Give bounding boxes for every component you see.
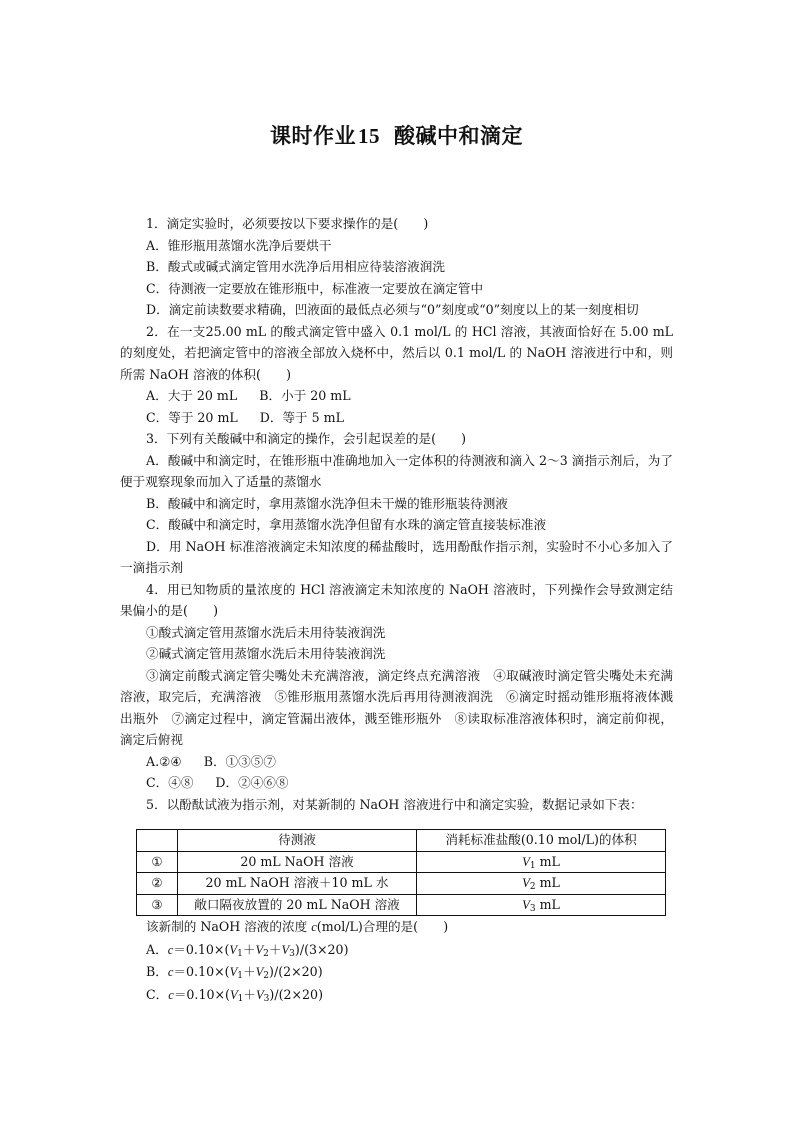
option-var: c — [167, 942, 174, 957]
volume-sub: 1 — [529, 860, 536, 871]
follow-up-question — [120, 916, 673, 939]
option-c: C．酸碱中和滴定时，拿用蒸馏水洗净但留有水珠的滴定管直接装标准液 — [146, 517, 547, 532]
option-d: D．用 NaOH 标准溶液滴定未知浓度的稀盐酸时，选用酚酞作指示剂，实验时不小心多加入了一滴指示剂 — [120, 538, 673, 575]
option-c: C．等于 20 mL — [146, 409, 238, 425]
sample-cell: 20 mL NaOH 溶液 — [178, 851, 417, 873]
option-var: c — [168, 987, 174, 1002]
volume-sub: 3 — [529, 903, 536, 914]
option-label: B． — [146, 964, 168, 979]
option-a: A．大于 20 mL — [146, 388, 238, 403]
v-term: V — [255, 942, 264, 957]
v-term: V — [255, 965, 264, 979]
question-4 — [120, 579, 673, 794]
row-number: ③ — [137, 894, 178, 916]
option-c: C．$c=0.10\times(V_1+V_3)/(2\times 20)$ — [146, 986, 323, 1004]
expr-post: )/(2×20) — [269, 986, 323, 1002]
expr-pre: ＝0.10×( — [173, 964, 230, 979]
option-a: A．$c=0.10\times(V_1+V_2+V_3)/(3\times 20)$ — [146, 941, 349, 959]
volume-var: V — [522, 854, 530, 869]
option-label: C． — [146, 986, 169, 1002]
volume-unit: mL — [535, 875, 560, 891]
question-stem: 5．以酚酞试液为指示剂，对某新制的 NaOH 溶液进行中和滴定实验，数据记录如下表： — [146, 796, 643, 812]
sample-cell: 敞口隔夜放置的 20 mL NaOH 溶液 — [178, 894, 417, 916]
option-b: B．①③⑤⑦ — [203, 753, 276, 769]
sample-cell: 20 mL NaOH 溶液＋10 mL 水 — [178, 873, 417, 895]
v-term: V — [229, 965, 238, 979]
volume-cell — [417, 851, 666, 873]
option-b: B．酸碱中和滴定时，拿用蒸馏水洗净但未干燥的锥形瓶装待测液 — [146, 495, 508, 511]
option-d: D．滴定前读数要求精确，凹液面的最低点必须与“0”刻度或“0”刻度以上的某一刻度相切 — [146, 302, 639, 317]
statement-item: ②碱式滴定管用蒸馏水洗后未用待装液润洗 — [146, 646, 386, 661]
row-number: ① — [137, 851, 178, 873]
expr-pre: ＝0.10×( — [173, 941, 230, 957]
volume-var: V — [522, 897, 530, 912]
option-var: c — [167, 965, 174, 979]
volume-cell — [417, 894, 666, 916]
expr-pre: ＝0.10×( — [173, 986, 230, 1002]
worksheet-body — [120, 213, 673, 1006]
follow-var: c — [311, 920, 317, 934]
volume-unit: mL — [535, 896, 560, 912]
option-row — [120, 407, 673, 429]
v-sub: 3 — [289, 948, 295, 959]
v-sub: 1 — [237, 993, 244, 1004]
question-stem: 1．滴定实验时，必须要按以下要求操作的是( ) — [146, 216, 429, 231]
title-text: 课时作业 — [270, 124, 356, 148]
table-header: 消耗标准盐酸(0.10 mol/L)的体积 — [417, 830, 666, 852]
follow-post: (mol/L)合理的是( ) — [316, 919, 449, 934]
row-number: ② — [137, 873, 178, 895]
question-stem: 4．用已知物质的量浓度的 HCl 溶液滴定未知浓度的 NaOH 溶液时，下列操作会导致测定结果偏小的是( ) — [120, 581, 673, 618]
volume-sub: 2 — [529, 882, 536, 893]
question-stem: 3．下列有关酸碱中和滴定的操作，会引起误差的是( ) — [146, 431, 467, 446]
table-row — [137, 894, 666, 916]
option-a: A．锥形瓶用蒸馏水洗净后要烘干 — [146, 237, 332, 253]
option-row — [120, 385, 673, 407]
option-b: B．$c=0.10\times(V_1+V_2)/(2\times 20)$ — [146, 964, 323, 981]
table-header-row — [137, 830, 666, 852]
v-sub: 2 — [263, 948, 269, 959]
v-term: V — [229, 987, 238, 1002]
option-d: D．等于 5 mL — [259, 409, 344, 425]
question-3 — [120, 428, 673, 579]
option-a: A.②④ — [146, 753, 182, 769]
v-sub: 3 — [263, 993, 270, 1004]
data-table — [136, 829, 666, 916]
option-b: B．酸式或碱式滴定管用水洗净后用相应待装溶液润洗 — [146, 259, 445, 274]
option-b: B．小于 20 mL — [259, 388, 351, 403]
follow-pre: 该新制的 NaOH 溶液的浓度 — [146, 919, 312, 934]
table-row — [137, 873, 666, 895]
option-c: C．待测液一定要放在锥形瓶中，标准液一定要放在滴定管中 — [146, 280, 484, 296]
option-row — [120, 772, 673, 794]
question-stem: 2．在一支25.00 mL 的酸式滴定管中盛入 0.1 mol/L 的 HCl 溶液，其液面恰好在 5.00 mL 的刻度处，若把滴定管中的溶液全部放入烧杯中，然后以 0.1 mol/L 的 NaOH 溶液进行中和，则所需 NaOH 溶液的体积( ) — [120, 323, 673, 382]
statement-item: ③滴定前酸式滴定管尖嘴处未充满溶液，滴定终点充满溶液 ④取碱液时滴定管尖嘴处未充满溶液，取完后，充满溶液 ⑤锥形瓶用蒸馏水洗后再用待测液润洗 ⑥滴定时摇动锥形瓶将液体溅出瓶外 ⑦滴定过程中，滴定管漏出液体，溅至锥形瓶外 ⑧读取标准溶液体积时，滴定前仰视，滴定后俯视 — [120, 667, 673, 747]
page-title — [0, 120, 793, 150]
expr-post: )/(3×20) — [294, 941, 349, 957]
table-header — [137, 830, 178, 852]
question-5 — [120, 794, 673, 1007]
title-number: 15 — [358, 124, 380, 148]
question-2 — [120, 321, 673, 429]
v-term: V — [281, 942, 290, 957]
v-sub: 2 — [263, 971, 270, 981]
table-header: 待测液 — [178, 830, 417, 852]
volume-unit: mL — [535, 853, 560, 869]
statement-item: ①酸式滴定管用蒸馏水洗后未用待装液润洗 — [146, 624, 386, 640]
title-subtitle: 酸碱中和滴定 — [394, 124, 523, 148]
option-label: A． — [146, 941, 168, 957]
option-c: C．④⑧ — [146, 775, 194, 790]
table-row — [137, 851, 666, 873]
v-term: V — [229, 942, 238, 957]
v-sub: 1 — [237, 948, 243, 959]
v-sub: 1 — [237, 971, 243, 981]
expr-post: )/(2×20) — [269, 964, 323, 979]
option-d: D．②④⑥⑧ — [215, 775, 289, 790]
v-term: V — [255, 987, 264, 1002]
option-a: A．酸碱中和滴定时，在锥形瓶中准确地加入一定体积的待测液和滴入 2～3 滴指示剂后，为了便于观察现象而加入了适量的蒸馏水 — [120, 452, 673, 489]
option-row — [120, 751, 673, 773]
volume-cell — [417, 873, 666, 895]
question-1 — [120, 213, 673, 321]
volume-var: V — [522, 876, 530, 891]
